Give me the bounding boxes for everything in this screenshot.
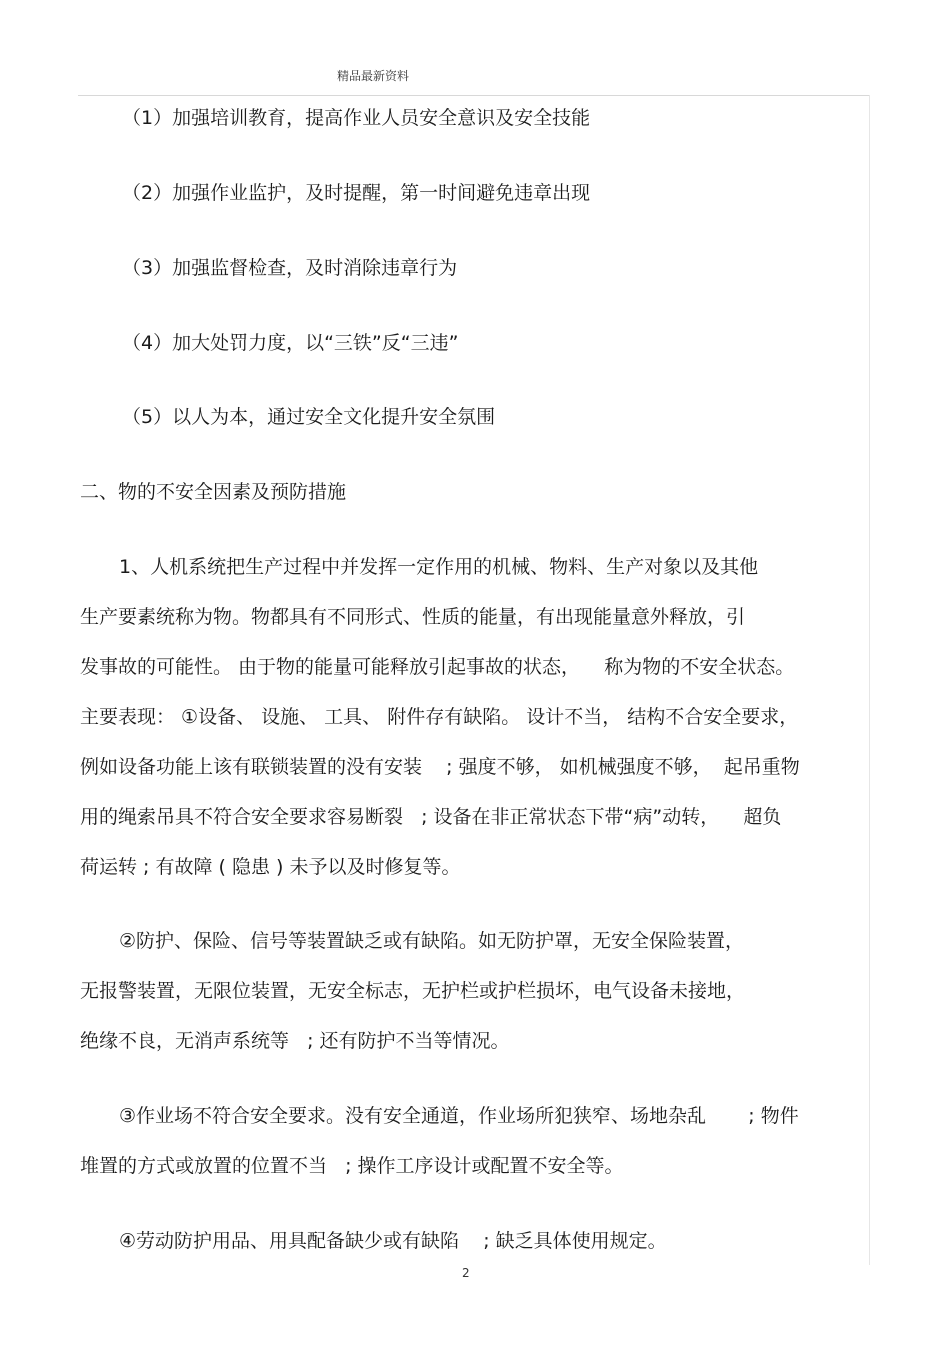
para1-line: 例如设备功能上该有联锁装置的没有安装 ; 强度不够， 如机械强度不够， 起吊重物	[80, 756, 800, 778]
header-divider	[78, 95, 870, 96]
para2-line: ②防护、保险、信号等装置缺乏或有缺陷。如无防护罩，无安全保险装置，	[119, 930, 745, 952]
right-margin-line	[869, 95, 870, 1265]
para1-line: 用的绳索吊具不符合安全要求容易断裂 ; 设备在非正常状态下带“病”动转， 超负	[80, 806, 782, 828]
measure-item-5: （5）以人为本，通过安全文化提升安全氛围	[122, 406, 496, 428]
page-header: 精品最新资料	[337, 69, 410, 83]
para1-line: 发事故的可能性。 由于物的能量可能释放引起事故的状态， 称为物的不安全状态。	[80, 656, 795, 678]
measure-item-3: （3）加强监督检查，及时消除违章行为	[122, 257, 458, 279]
section-heading: 二、物的不安全因素及预防措施	[80, 481, 347, 503]
page-number: 2	[462, 1266, 470, 1280]
para1-line: 1、人机系统把生产过程中并发挥一定作用的机械、物料、生产对象以及其他	[119, 556, 759, 578]
measure-item-4: （4）加大处罚力度，以“三铁”反“三违”	[122, 332, 459, 354]
para4-line: ④劳动防护用品、用具配备缺少或有缺陷 ; 缺乏具体使用规定。	[119, 1230, 667, 1252]
measure-item-1: （1）加强培训教育，提高作业人员安全意识及安全技能	[122, 107, 591, 129]
para3-line: 堆置的方式或放置的位置不当 ; 操作工序设计或配置不安全等。	[80, 1155, 624, 1177]
para1-line: 主要表现： ①设备、 设施、 工具、 附件存有缺陷。 设计不当， 结构不合安全要求，	[80, 706, 799, 728]
para1-line: 生产要素统称为物。物都具有不同形式、性质的能量，有出现能量意外释放，引	[80, 606, 746, 628]
para2-line: 绝缘不良，无消声系统等 ; 还有防护不当等情况。	[80, 1030, 510, 1052]
para1-line: 荷运转 ; 有故障 ( 隐患 ) 未予以及时修复等。	[80, 856, 461, 878]
para2-line: 无报警装置，无限位装置，无安全标志，无护栏或护栏损坏，电气设备未接地，	[80, 980, 746, 1002]
measure-item-2: （2）加强作业监护，及时提醒，第一时间避免违章出现	[122, 182, 591, 204]
para3-line: ③作业场不符合安全要求。没有安全通道，作业场所犯狭窄、场地杂乱 ; 物件	[119, 1105, 799, 1127]
